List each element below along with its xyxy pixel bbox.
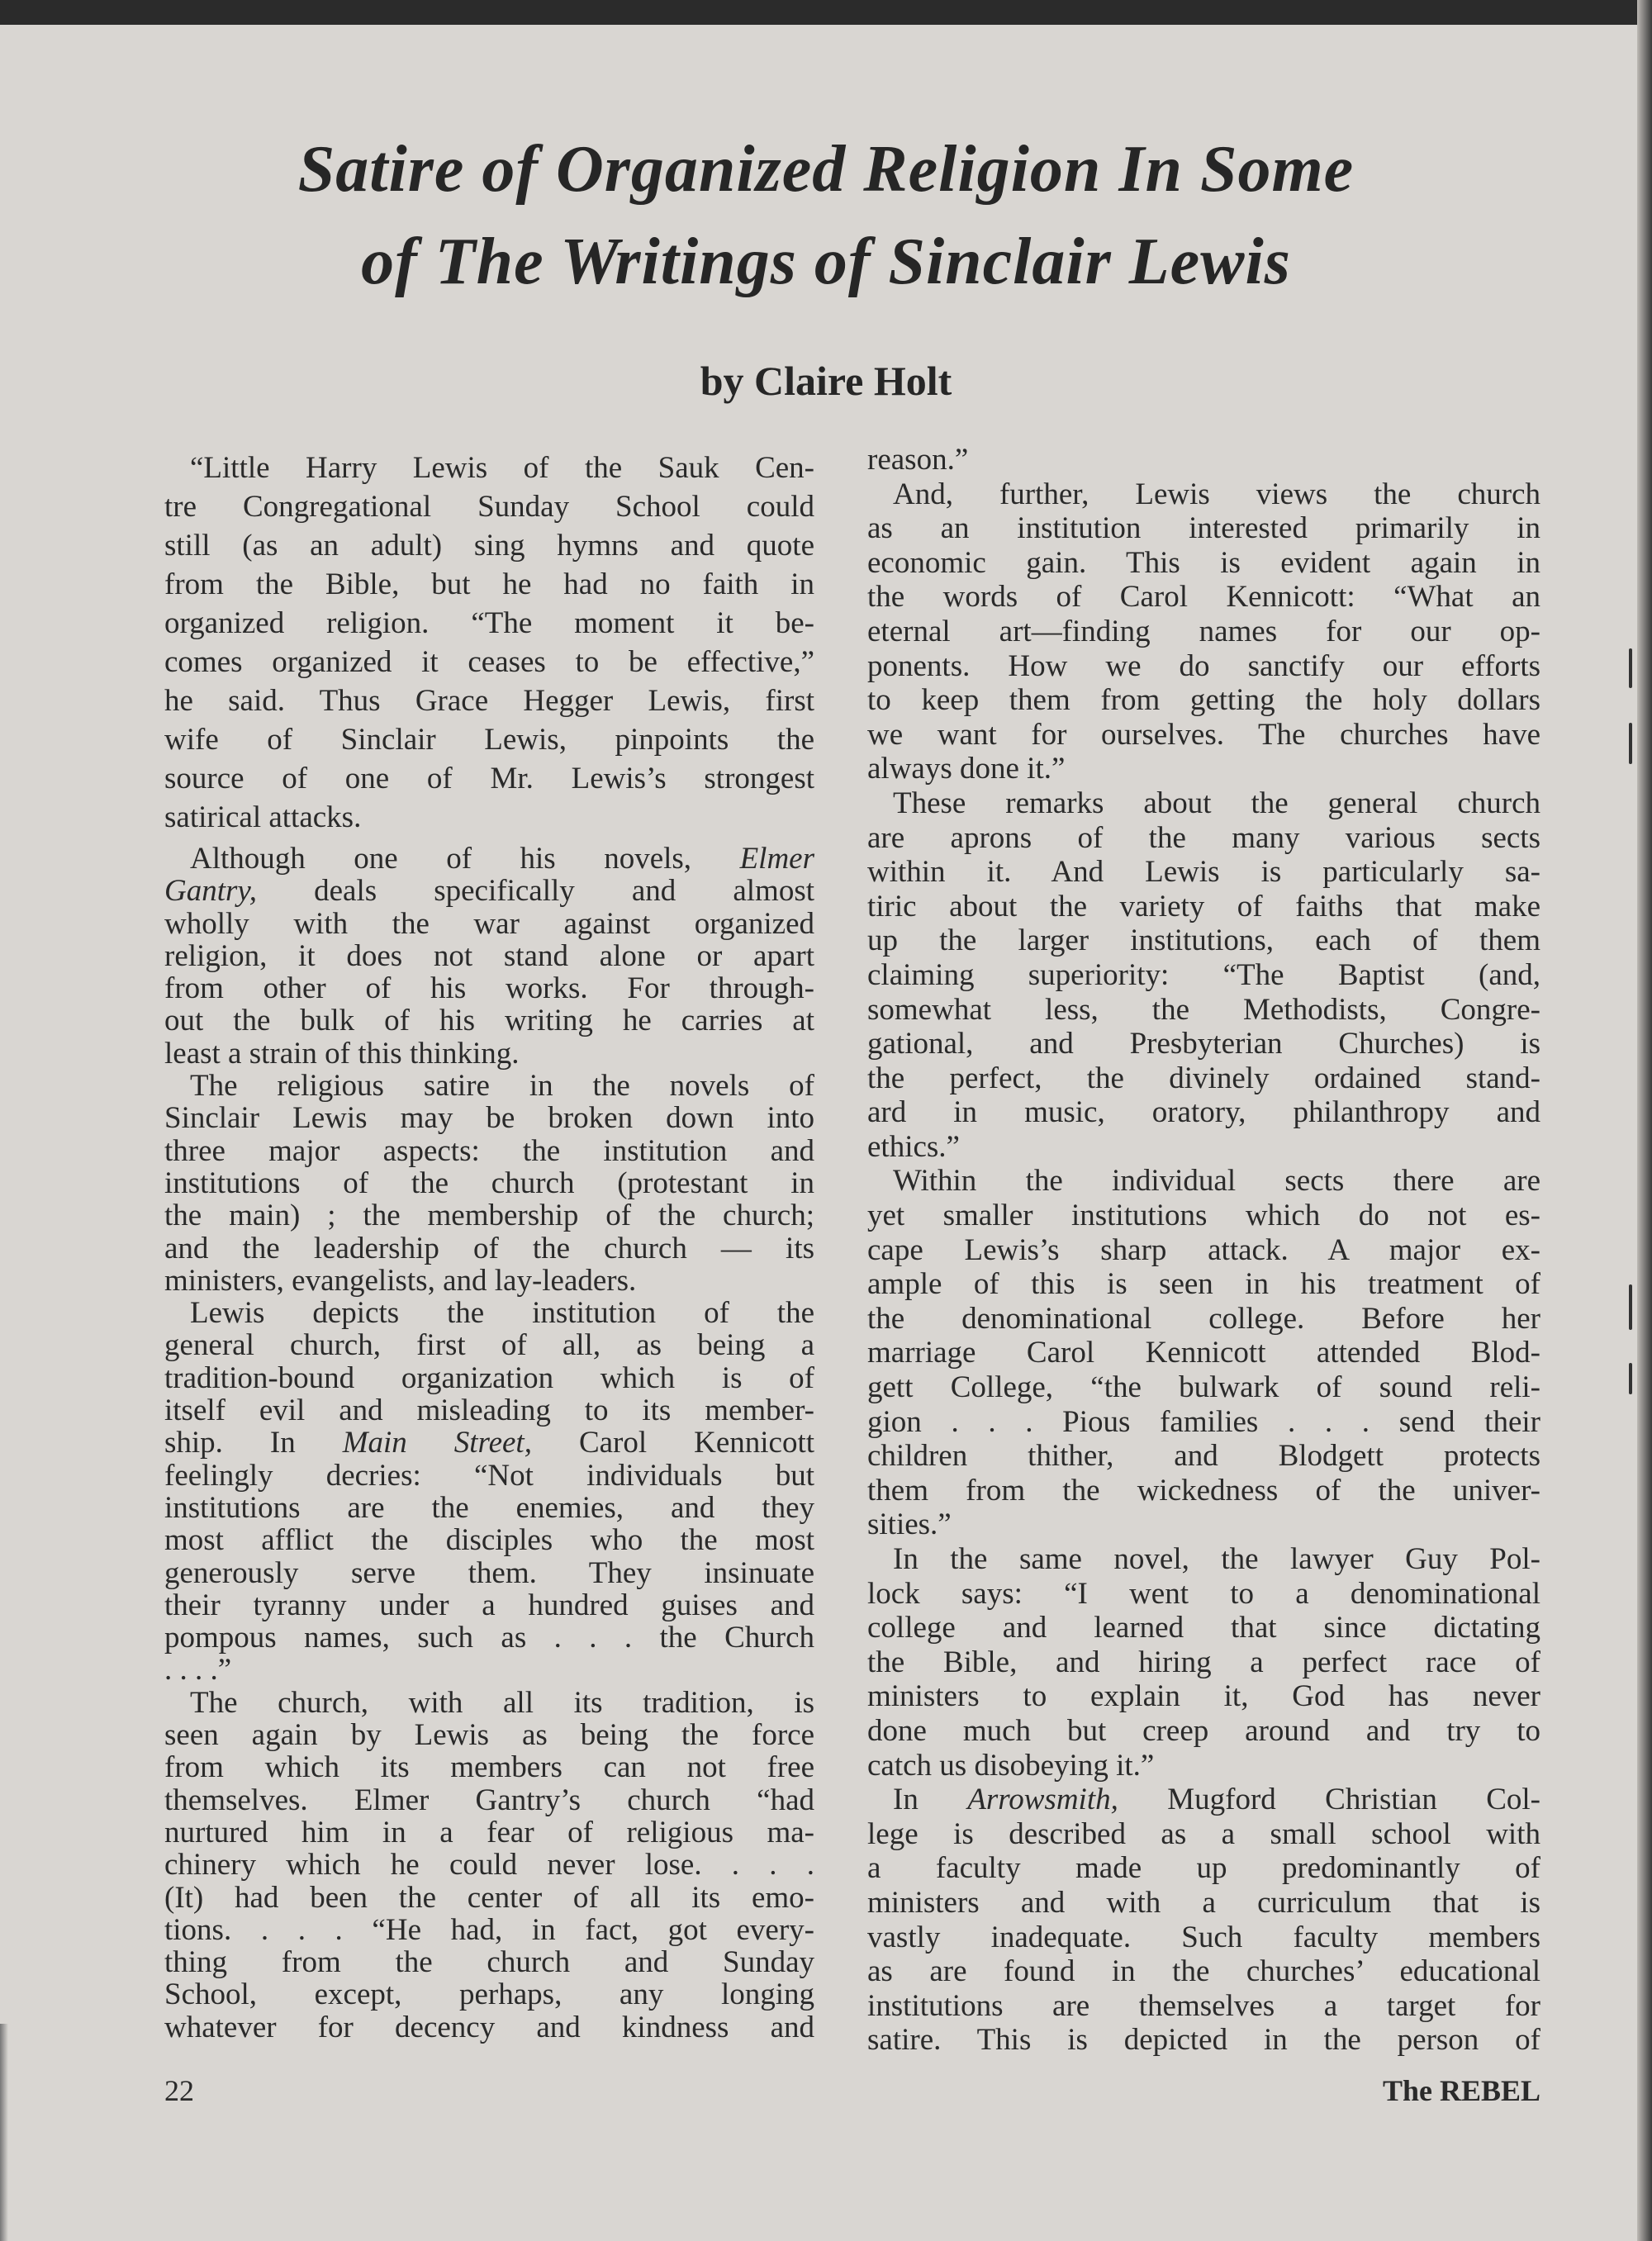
text-line: [867, 1921, 1540, 1955]
text-line: [164, 1167, 814, 1199]
text-segment: gett College, “the bulwark of sound reli-: [867, 1370, 1540, 1405]
left-column-body: [164, 843, 814, 2044]
text-line: [867, 786, 1540, 821]
paragraph: [867, 1164, 1540, 1542]
paragraph: [164, 1070, 814, 1297]
text-line: [164, 1914, 814, 1946]
paragraph: [867, 1542, 1540, 1783]
text-segment: religion, it does not stand alone or apart: [164, 938, 814, 973]
text-line: [164, 1882, 814, 1914]
text-line: [867, 580, 1540, 615]
text-segment: ample of this is seen in his treatment of: [867, 1267, 1540, 1302]
text-segment: vastly inadequate. Such faculty members: [867, 1920, 1540, 1954]
text-line: [164, 1362, 814, 1394]
text-segment: up the larger institutions, each of them: [867, 923, 1540, 958]
text-line: [164, 2011, 814, 2044]
text-line: [867, 1886, 1540, 1921]
text-line: [867, 443, 1540, 477]
text-segment: comes organized it ceases to be effective,”: [164, 645, 814, 679]
text-segment: organized religion. “The moment it be-: [164, 606, 814, 640]
paragraph: [164, 1297, 814, 1687]
text-line: [867, 1267, 1540, 1302]
text-line: [867, 993, 1540, 1028]
text-line: [164, 1654, 814, 1686]
text-line: [164, 1492, 814, 1524]
text-segment: as an institution interested primarily in: [867, 511, 1540, 546]
text-line: [164, 1265, 814, 1297]
text-line: [867, 683, 1540, 718]
text-segment: always done it.”: [867, 752, 1066, 786]
text-line: [867, 1405, 1540, 1440]
paragraph: [164, 449, 814, 837]
text-segment: yet smaller institutions which do not es-: [867, 1199, 1540, 1233]
text-segment: from other of his works. For through-: [164, 971, 814, 1006]
text-segment: thing from the church and Sunday: [164, 1945, 814, 1980]
text-line: [164, 1427, 814, 1459]
text-segment: tiric about the variety of faiths that make: [867, 889, 1540, 923]
text-segment: Although one of his novels,: [190, 842, 740, 876]
text-line: [164, 1946, 814, 1978]
text-line: [867, 958, 1540, 993]
text-line: [867, 1679, 1540, 1714]
text-line: [164, 643, 814, 681]
text-segment: from which its members can not free: [164, 1750, 814, 1785]
text-line: [867, 477, 1540, 512]
text-line: [164, 1978, 814, 2011]
text-line: [867, 1645, 1540, 1680]
text-line: [164, 1199, 814, 1232]
text-line: [164, 1460, 814, 1492]
text-segment: college and learned that since dictating: [867, 1611, 1540, 1645]
text-segment: satirical attacks.: [164, 800, 362, 834]
text-line: [867, 1851, 1540, 1886]
text-line: [867, 821, 1540, 856]
text-line: [867, 1164, 1540, 1199]
text-segment: within it. And Lewis is particularly sa-: [867, 855, 1540, 890]
italic-title-text: Gantry,: [164, 874, 258, 909]
text-segment: chinery which he could never lose. . . .: [164, 1848, 814, 1883]
text-line: [867, 1370, 1540, 1405]
paragraph: [164, 843, 814, 1070]
text-line: [164, 1816, 814, 1849]
text-segment: The church, with all its tradition, is: [190, 1685, 814, 1720]
text-segment: lege is described as a small school with: [867, 1816, 1540, 1851]
text-segment: and the leadership of the church — its: [164, 1231, 814, 1265]
text-line: [164, 1687, 814, 1719]
text-segment: from the Bible, but he had no faith in: [164, 567, 814, 601]
text-line: [164, 1394, 814, 1427]
text-segment: claiming superiority: “The Baptist (and,: [867, 957, 1540, 992]
paragraph: [867, 443, 1540, 477]
text-segment: sities.”: [867, 1507, 952, 1542]
text-line: [867, 1542, 1540, 1577]
text-line: [867, 1474, 1540, 1508]
text-segment: wholly with the war against organized: [164, 906, 814, 941]
text-segment: (It) had been the center of all its emo-: [164, 1880, 814, 1915]
text-segment: pompous names, such as . . . the Church: [164, 1621, 814, 1655]
text-segment: institutions are the enemies, and they: [164, 1490, 814, 1525]
text-line: [164, 759, 814, 798]
text-segment: seen again by Lewis as being the force: [164, 1718, 814, 1753]
text-segment: source of one of Mr. Lewis’s strongest: [164, 762, 814, 795]
text-segment: he said. Thus Grace Hegger Lewis, first: [164, 684, 814, 718]
text-segment: children thither, and Blodgett protects: [867, 1439, 1540, 1474]
text-line: [867, 1749, 1540, 1783]
text-segment: ministers to explain it, God has never: [867, 1679, 1540, 1714]
text-line: [867, 1989, 1540, 2024]
text-segment: the main) ; the membership of the church;: [164, 1199, 814, 1233]
text-segment: a faculty made up predominantly of: [867, 1851, 1540, 1886]
text-line: [164, 1070, 814, 1102]
text-segment: These remarks about the general church: [893, 786, 1540, 820]
text-line: [164, 526, 814, 565]
text-line: [164, 940, 814, 972]
text-segment: general church, first of all, as being a: [164, 1328, 814, 1363]
text-line: [164, 875, 814, 907]
text-segment: somewhat less, the Methodists, Congre-: [867, 992, 1540, 1027]
text-line: [867, 1061, 1540, 1096]
text-line: [867, 1714, 1540, 1749]
text-segment: the words of Carol Kennicott: “What an: [867, 580, 1540, 615]
text-segment: cape Lewis’s sharp attack. A major ex-: [867, 1232, 1540, 1267]
scan-right-border: [1637, 0, 1652, 2241]
text-line: [867, 1302, 1540, 1337]
text-segment: tions. . . . “He had, in fact, got every-: [164, 1912, 814, 1947]
text-segment: In the same novel, the lawyer Guy Pol-: [893, 1542, 1540, 1576]
text-line: [867, 1336, 1540, 1370]
scan-left-shadow: [0, 2024, 8, 2241]
text-segment: Within the individual sects there are: [893, 1164, 1540, 1199]
text-segment: their tyranny under a hundred guises and: [164, 1588, 814, 1622]
text-line: [164, 604, 814, 643]
text-line: [867, 546, 1540, 581]
text-line: [867, 1233, 1540, 1268]
byline: by Claire Holt: [700, 358, 952, 404]
text-segment: lock says: “I went to a denominational: [867, 1576, 1540, 1611]
text-segment: ard in music, oratory, philanthropy and: [867, 1095, 1540, 1130]
text-line: [867, 718, 1540, 753]
italic-title-text: Main Street,: [342, 1426, 532, 1460]
text-segment: economic gain. This is evident again in: [867, 545, 1540, 580]
text-segment: out the bulk of his writing he carries at: [164, 1004, 814, 1038]
text-line: [164, 1037, 814, 1070]
text-line: [164, 1135, 814, 1167]
text-segment: The religious satire in the novels of: [190, 1069, 814, 1104]
magazine-name: The REBEL: [1382, 2074, 1540, 2107]
italic-title-text: Arrowsmith,: [967, 1783, 1118, 1817]
text-segment: ethics.”: [867, 1129, 960, 1164]
text-segment: gion . . . Pious families . . . send their: [867, 1404, 1540, 1439]
text-segment: them from the wickedness of the univer-: [867, 1473, 1540, 1507]
text-line: [164, 1102, 814, 1134]
text-segment: “Little Harry Lewis of the Sauk Cen-: [190, 451, 814, 485]
text-line: [867, 923, 1540, 958]
text-line: [164, 1329, 814, 1361]
text-line: [164, 1784, 814, 1816]
right-column-body: [867, 443, 1540, 2058]
text-line: [164, 972, 814, 1004]
article-title-line-2: of The Writings of Sinclair Lewis: [361, 226, 1291, 298]
text-line: [164, 908, 814, 940]
text-segment: most afflict the disciples who the most: [164, 1523, 814, 1558]
text-line: [867, 1439, 1540, 1474]
text-line: [867, 2023, 1540, 2058]
text-line: [867, 1199, 1540, 1233]
text-segment: reason.”: [867, 443, 969, 477]
text-segment: gational, and Presbyterian Churches) is: [867, 1027, 1540, 1061]
text-segment: as are found in the churches’ educational: [867, 1954, 1540, 1989]
paragraph: [164, 1687, 814, 2044]
text-segment: tre Congregational Sunday School could: [164, 490, 814, 524]
text-segment: wife of Sinclair Lewis, pinpoints the: [164, 723, 814, 757]
text-segment: institutions of the church (protestant in: [164, 1166, 814, 1200]
text-segment: feelingly decries: “Not individuals but: [164, 1458, 814, 1493]
text-line: [867, 1095, 1540, 1130]
text-segment: whatever for decency and kindness and: [164, 2010, 814, 2044]
left-column-first-paragraph: [164, 449, 814, 837]
text-line: [867, 1577, 1540, 1612]
scan-top-border: [0, 0, 1652, 25]
text-line: [867, 615, 1540, 649]
text-line: [164, 1524, 814, 1556]
text-segment: eternal art—finding names for our op-: [867, 614, 1540, 648]
text-segment: nurtured him in a fear of religious ma-: [164, 1815, 814, 1849]
paragraph: [867, 477, 1540, 786]
text-segment: are aprons of the many various sects: [867, 820, 1540, 855]
page-number: 22: [164, 2074, 194, 2107]
text-line: [867, 1130, 1540, 1165]
text-segment: ship. In: [164, 1426, 343, 1460]
text-segment: And, further, Lewis views the church: [893, 477, 1540, 511]
text-segment: we want for ourselves. The churches have: [867, 717, 1540, 752]
text-line: [867, 752, 1540, 786]
text-line: [164, 681, 814, 720]
text-segment: generously serve them. They insinuate: [164, 1555, 814, 1590]
text-segment: the Bible, and hiring a perfect race of: [867, 1645, 1540, 1679]
paragraph: [867, 786, 1540, 1165]
text-segment: to keep them from getting the holy dollars: [867, 683, 1540, 718]
text-segment: Mugford Christian Col-: [1118, 1783, 1541, 1817]
scan-mark: [1629, 648, 1632, 688]
text-segment: deals specifically and almost: [257, 874, 814, 909]
scan-mark: [1629, 723, 1632, 764]
text-line: [164, 1719, 814, 1751]
text-segment: . . . .”: [164, 1653, 232, 1688]
text-line: [164, 565, 814, 604]
text-segment: still (as an adult) sing hymns and quote: [164, 529, 814, 563]
text-line: [164, 720, 814, 759]
text-line: [164, 1232, 814, 1265]
text-line: [164, 487, 814, 526]
text-line: [164, 1589, 814, 1621]
text-segment: the denominational college. Before her: [867, 1301, 1540, 1336]
text-line: [867, 511, 1540, 546]
text-line: [867, 1817, 1540, 1852]
text-segment: itself evil and misleading to its member-: [164, 1394, 814, 1428]
scan-mark: [1629, 1284, 1632, 1330]
text-line: [164, 1004, 814, 1037]
text-segment: ponents. How we do sanctify our efforts: [867, 648, 1540, 683]
text-line: [164, 1621, 814, 1654]
text-segment: catch us disobeying it.”: [867, 1748, 1155, 1783]
text-line: [164, 1557, 814, 1589]
text-line: [867, 890, 1540, 924]
text-line: [867, 1611, 1540, 1645]
text-line: [164, 1751, 814, 1783]
text-line: [164, 798, 814, 837]
text-line: [164, 1297, 814, 1329]
text-segment: least a strain of this thinking.: [164, 1036, 520, 1071]
article-title-line-1: Satire of Organized Religion In Some: [297, 133, 1355, 206]
text-segment: In: [893, 1783, 968, 1817]
text-line: [867, 1507, 1540, 1542]
text-segment: three major aspects: the institution and: [164, 1133, 814, 1168]
text-line: [867, 1027, 1540, 1061]
text-line: [164, 843, 814, 875]
text-line: [867, 649, 1540, 684]
text-segment: themselves. Elmer Gantry’s church “had: [164, 1783, 814, 1817]
scan-mark: [1629, 1363, 1632, 1394]
text-line: [867, 855, 1540, 890]
text-line: [164, 1849, 814, 1881]
text-segment: Carol Kennicott: [531, 1426, 815, 1460]
text-segment: marriage Carol Kennicott attended Blod-: [867, 1336, 1540, 1370]
paragraph: [867, 1783, 1540, 2058]
text-segment: the perfect, the divinely ordained stand-: [867, 1061, 1540, 1095]
text-segment: done much but creep around and try to: [867, 1713, 1540, 1748]
text-segment: ministers and with a curriculum that is: [867, 1885, 1540, 1920]
text-segment: School, except, perhaps, any longing: [164, 1977, 814, 2012]
text-line: [164, 449, 814, 487]
text-segment: Sinclair Lewis may be broken down into: [164, 1101, 814, 1136]
text-segment: tradition-bound organization which is of: [164, 1360, 814, 1395]
text-line: [867, 1783, 1540, 1817]
text-segment: Lewis depicts the institution of the: [190, 1296, 814, 1331]
italic-title-text: Elmer: [739, 842, 814, 876]
text-line: [867, 1954, 1540, 1989]
text-segment: institutions are themselves a target for: [867, 1988, 1540, 2023]
text-segment: ministers, evangelists, and lay-leaders.: [164, 1263, 637, 1298]
text-segment: satire. This is depicted in the person of: [867, 2023, 1540, 2058]
